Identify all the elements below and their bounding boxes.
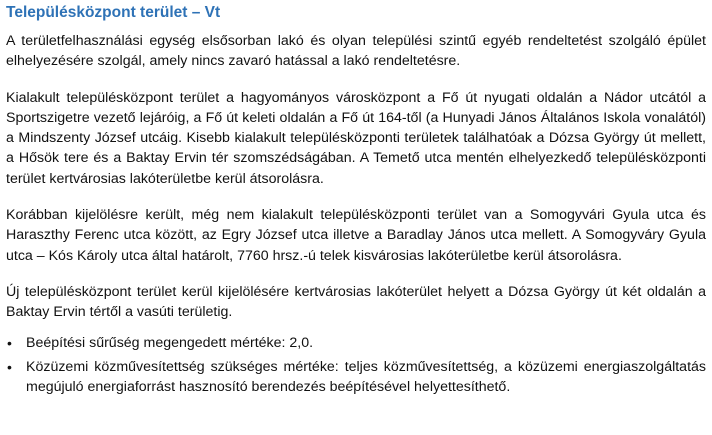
bullet-icon: • (7, 334, 12, 351)
list-item-text: Beépítési sűrűség megengedett mértéke: 2,0. (26, 334, 314, 351)
list-item (6, 333, 706, 353)
bullet-icon: • (7, 358, 12, 375)
paragraph-designated-areas: Korábban kijelölésre került, még nem kialakult településközponti terület van a Somogyvári Gyula utca és Haraszthy Ferenc utca között, az Egry József utca illetve a Baradlay János utca mellett. A Somogyváry Gyula utca – Kós Károly utca által határolt, 7760 hrsz.-ú telek kisvárosias lakóterületbe kerül átsorolásra. (6, 207, 706, 264)
list-item-text: Közüzemi közművesítettség szükséges mértéke: teljes közművesítettség, a közüzemi energiaszolgáltatás megújuló energiaforrást hasznosító berendezés beépítésével helyettesíthető. (26, 358, 706, 396)
section-heading: Településközpont terület – Vt (6, 4, 221, 21)
paragraph-new-areas: Új településközpont terület kerül kijelölésére kertvárosias lakóterület helyett a Dózsa György út két oldalán a Baktay Ervin tértől a vasúti területig. (6, 283, 706, 321)
bullet-list (6, 333, 706, 398)
list-item (6, 357, 706, 398)
document-page (6, 0, 706, 435)
paragraph-existing-areas: Kialakult településközpont terület a hagyományos városközpont a Fő út nyugati oldalán a Nádor utcától a Sportszigetre vezető lejáróig, a Fő út keleti oldalán a Fő út 164-től (a Hunyadi János Általános Iskola vonalától) a Mindszenty József utcáig. Kisebb kialakult településközponti területek találhatóak a Dózsa György út mellett, a Hősök tere és a Baktay Ervin tér szomszédságában. A Temető utca mentén elhelyezkedő településközponti terület kertvárosias lakóterületbe kerül átsorolásra. (6, 89, 706, 187)
paragraph-definition: A területfelhasználási egység elsősorban lakó és olyan települési szintű egyéb rendeltetést szolgáló épület elhelyezésére szolgál, amely nincs zavaró hatással a lakó rendeltetésre. (6, 33, 706, 70)
